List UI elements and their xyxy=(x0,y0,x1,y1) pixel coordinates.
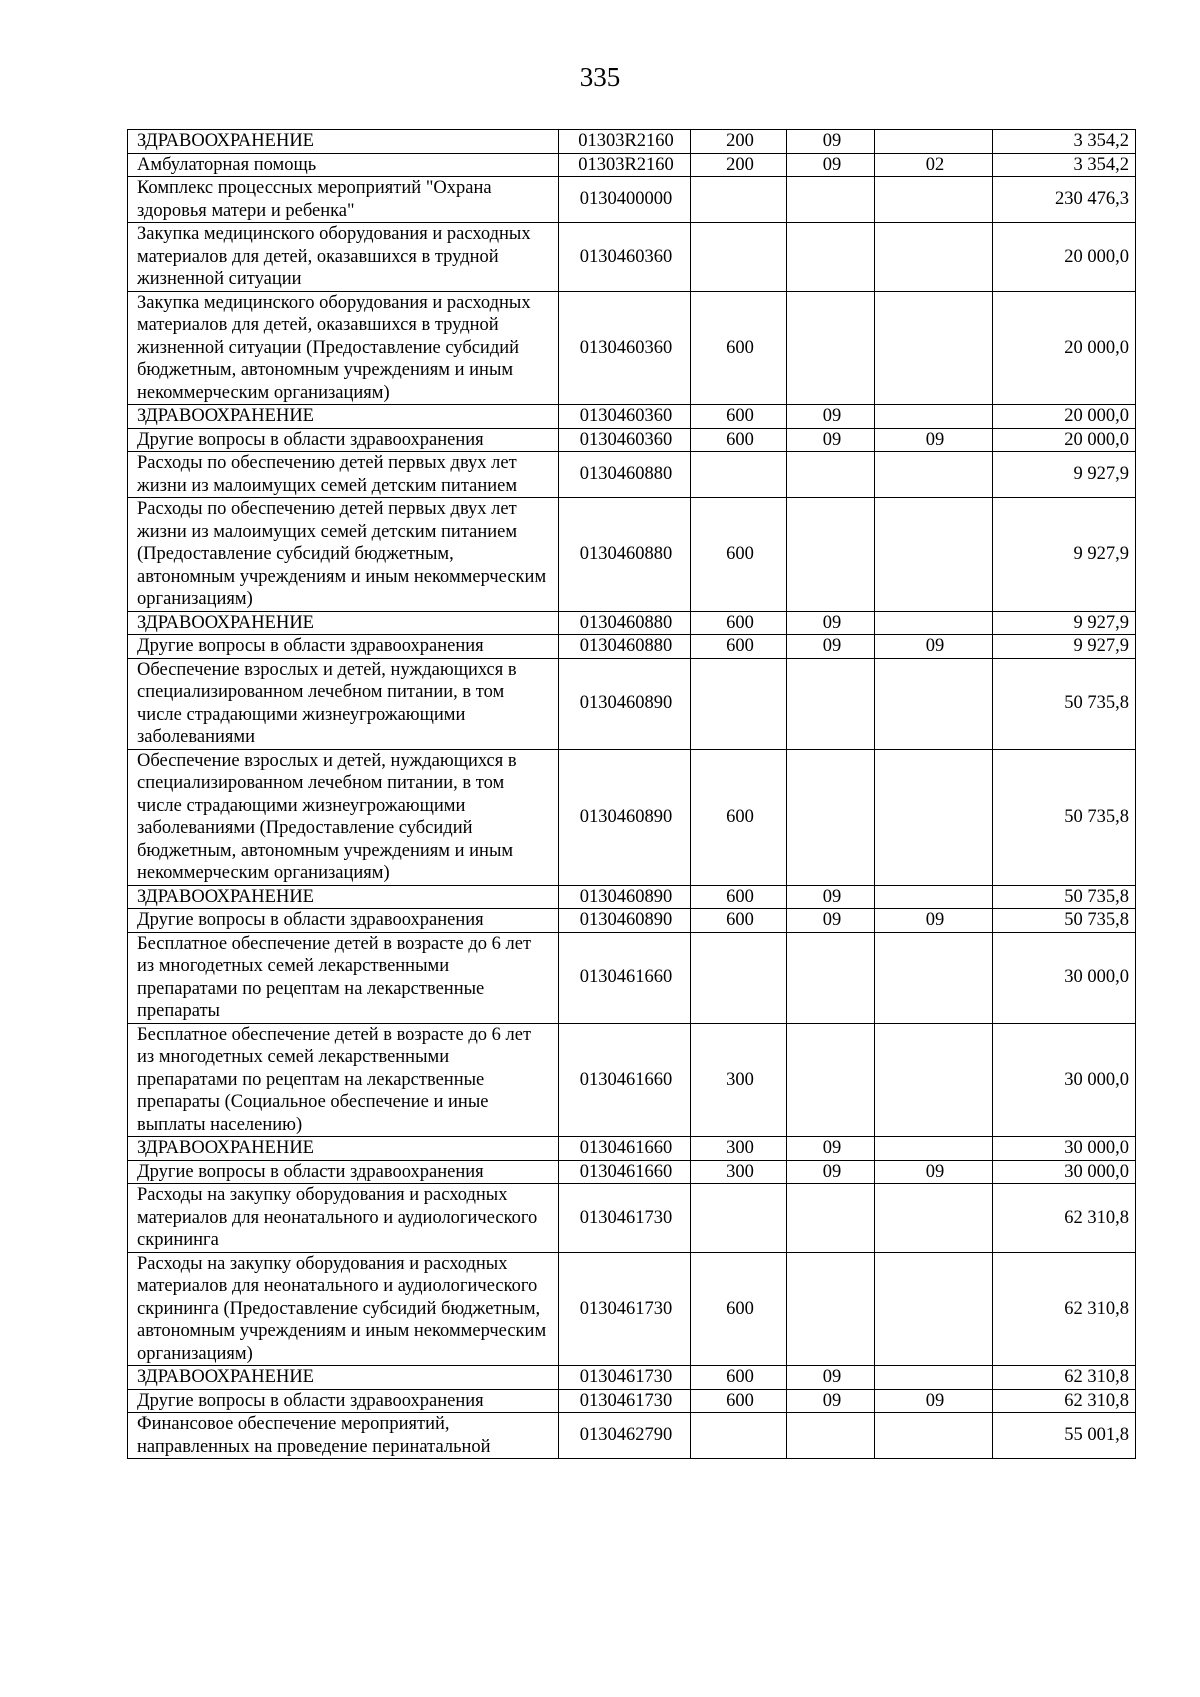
expense-type-cell: 300 xyxy=(691,1137,787,1161)
expense-type-cell xyxy=(691,177,787,223)
section-cell xyxy=(787,1252,875,1366)
amount-cell: 30 000,0 xyxy=(993,1023,1136,1137)
amount-cell: 230 476,3 xyxy=(993,177,1136,223)
target-code-cell: 0130460880 xyxy=(559,452,691,498)
expense-type-cell: 600 xyxy=(691,405,787,429)
table-row xyxy=(128,1137,1136,1161)
expense-type-cell xyxy=(691,1413,787,1459)
page-number: 335 xyxy=(579,62,621,92)
item-name-cell: Закупка медицинского оборудования и расходных материалов для детей, оказавшихся в трудной жизненной ситуации (Предоставление субсидий бюджетным, автономным учреждениям и иным некоммерческим организациям) xyxy=(128,291,559,405)
subsection-cell xyxy=(875,498,993,612)
table-row xyxy=(128,1413,1136,1459)
table-row xyxy=(128,428,1136,452)
section-cell: 09 xyxy=(787,1366,875,1390)
target-code-cell: 0130462790 xyxy=(559,1413,691,1459)
target-code-cell: 0130461660 xyxy=(559,1137,691,1161)
table-row xyxy=(128,1184,1136,1253)
amount-cell: 62 310,8 xyxy=(993,1389,1136,1413)
target-code-cell: 0130460890 xyxy=(559,749,691,885)
item-name-cell: Расходы на закупку оборудования и расходных материалов для неонатального и аудиологического скрининга (Предоставление субсидий бюджетным, автономным учреждениям и иным некоммерческим организациям) xyxy=(128,1252,559,1366)
section-cell: 09 xyxy=(787,405,875,429)
item-name-cell: ЗДРАВООХРАНЕНИЕ xyxy=(128,1137,559,1161)
item-name-cell: ЗДРАВООХРАНЕНИЕ xyxy=(128,405,559,429)
target-code-cell: 0130461730 xyxy=(559,1184,691,1253)
subsection-cell xyxy=(875,885,993,909)
subsection-cell xyxy=(875,932,993,1023)
target-code-cell: 0130460880 xyxy=(559,635,691,659)
item-name-cell: Обеспечение взрослых и детей, нуждающихся в специализированном лечебном питании, в том числе страдающими жизнеугрожающими заболеваниями xyxy=(128,658,559,749)
subsection-cell xyxy=(875,1366,993,1390)
expense-type-cell: 200 xyxy=(691,130,787,154)
amount-cell: 62 310,8 xyxy=(993,1184,1136,1253)
section-cell xyxy=(787,452,875,498)
item-name-cell: Расходы по обеспечению детей первых двух лет жизни из малоимущих семей детским питанием (Предоставление субсидий бюджетным, автономным учреждениям и иным некоммерческим организациям) xyxy=(128,498,559,612)
table-row xyxy=(128,130,1136,154)
item-name-cell: Финансовое обеспечение мероприятий, направленных на проведение перинатальной xyxy=(128,1413,559,1459)
table-row xyxy=(128,498,1136,612)
subsection-cell: 09 xyxy=(875,1160,993,1184)
section-cell: 09 xyxy=(787,611,875,635)
amount-cell: 9 927,9 xyxy=(993,635,1136,659)
amount-cell: 30 000,0 xyxy=(993,1137,1136,1161)
target-code-cell: 0130460880 xyxy=(559,498,691,612)
section-cell xyxy=(787,1023,875,1137)
section-cell xyxy=(787,177,875,223)
expense-type-cell: 600 xyxy=(691,498,787,612)
item-name-cell: Закупка медицинского оборудования и расходных материалов для детей, оказавшихся в трудной жизненной ситуации xyxy=(128,223,559,292)
target-code-cell: 0130460360 xyxy=(559,405,691,429)
item-name-cell: Другие вопросы в области здравоохранения xyxy=(128,1160,559,1184)
section-cell xyxy=(787,658,875,749)
expense-type-cell: 600 xyxy=(691,909,787,933)
target-code-cell: 0130400000 xyxy=(559,177,691,223)
target-code-cell: 0130461660 xyxy=(559,1160,691,1184)
item-name-cell: ЗДРАВООХРАНЕНИЕ xyxy=(128,885,559,909)
section-cell xyxy=(787,291,875,405)
table-row xyxy=(128,909,1136,933)
section-cell: 09 xyxy=(787,130,875,154)
section-cell xyxy=(787,932,875,1023)
table-row xyxy=(128,932,1136,1023)
item-name-cell: Комплекс процессных мероприятий "Охрана здоровья матери и ребенка" xyxy=(128,177,559,223)
amount-cell: 50 735,8 xyxy=(993,749,1136,885)
amount-cell: 55 001,8 xyxy=(993,1413,1136,1459)
table-row xyxy=(128,749,1136,885)
table-row xyxy=(128,1023,1136,1137)
amount-cell: 9 927,9 xyxy=(993,452,1136,498)
table-row xyxy=(128,885,1136,909)
item-name-cell: Другие вопросы в области здравоохранения xyxy=(128,428,559,452)
table-row xyxy=(128,291,1136,405)
target-code-cell: 0130461730 xyxy=(559,1252,691,1366)
table-row xyxy=(128,1389,1136,1413)
expense-type-cell: 600 xyxy=(691,1366,787,1390)
expense-type-cell: 600 xyxy=(691,885,787,909)
target-code-cell: 0130460890 xyxy=(559,885,691,909)
section-cell xyxy=(787,1413,875,1459)
table-row xyxy=(128,405,1136,429)
subsection-cell xyxy=(875,223,993,292)
expense-type-cell: 600 xyxy=(691,611,787,635)
expense-type-cell xyxy=(691,1184,787,1253)
item-name-cell: ЗДРАВООХРАНЕНИЕ xyxy=(128,130,559,154)
section-cell: 09 xyxy=(787,885,875,909)
section-cell xyxy=(787,749,875,885)
section-cell xyxy=(787,1184,875,1253)
item-name-cell: Амбулаторная помощь xyxy=(128,153,559,177)
subsection-cell xyxy=(875,452,993,498)
item-name-cell: Другие вопросы в области здравоохранения xyxy=(128,909,559,933)
subsection-cell xyxy=(875,1413,993,1459)
section-cell: 09 xyxy=(787,635,875,659)
section-cell: 09 xyxy=(787,1389,875,1413)
amount-cell: 30 000,0 xyxy=(993,1160,1136,1184)
target-code-cell: 0130461660 xyxy=(559,1023,691,1137)
table-row xyxy=(128,177,1136,223)
expense-type-cell: 600 xyxy=(691,1389,787,1413)
amount-cell: 62 310,8 xyxy=(993,1366,1136,1390)
target-code-cell: 0130460890 xyxy=(559,909,691,933)
item-name-cell: ЗДРАВООХРАНЕНИЕ xyxy=(128,611,559,635)
item-name-cell: Бесплатное обеспечение детей в возрасте до 6 лет из многодетных семей лекарственными препаратами по рецептам на лекарственные препараты (Социальное обеспечение и иные выплаты населению) xyxy=(128,1023,559,1137)
subsection-cell xyxy=(875,611,993,635)
table-row xyxy=(128,1160,1136,1184)
target-code-cell: 0130460890 xyxy=(559,658,691,749)
budget-table xyxy=(127,129,1136,1459)
expense-type-cell: 600 xyxy=(691,635,787,659)
expense-type-cell: 200 xyxy=(691,153,787,177)
subsection-cell xyxy=(875,1137,993,1161)
subsection-cell xyxy=(875,177,993,223)
subsection-cell: 09 xyxy=(875,909,993,933)
amount-cell: 3 354,2 xyxy=(993,130,1136,154)
expense-type-cell: 600 xyxy=(691,291,787,405)
table-row xyxy=(128,1366,1136,1390)
expense-type-cell xyxy=(691,932,787,1023)
target-code-cell: 0130461730 xyxy=(559,1389,691,1413)
table-row xyxy=(128,635,1136,659)
target-code-cell: 0130461660 xyxy=(559,932,691,1023)
expense-type-cell: 600 xyxy=(691,749,787,885)
subsection-cell: 02 xyxy=(875,153,993,177)
section-cell xyxy=(787,498,875,612)
item-name-cell: Расходы на закупку оборудования и расходных материалов для неонатального и аудиологического скрининга xyxy=(128,1184,559,1253)
item-name-cell: Бесплатное обеспечение детей в возрасте до 6 лет из многодетных семей лекарственными препаратами по рецептам на лекарственные препараты xyxy=(128,932,559,1023)
target-code-cell: 01303R2160 xyxy=(559,130,691,154)
subsection-cell xyxy=(875,1184,993,1253)
subsection-cell xyxy=(875,291,993,405)
item-name-cell: Другие вопросы в области здравоохранения xyxy=(128,635,559,659)
amount-cell: 20 000,0 xyxy=(993,291,1136,405)
table-row xyxy=(128,452,1136,498)
budget-table-body xyxy=(128,130,1136,1459)
section-cell: 09 xyxy=(787,1137,875,1161)
amount-cell: 30 000,0 xyxy=(993,932,1136,1023)
amount-cell: 50 735,8 xyxy=(993,885,1136,909)
item-name-cell: Расходы по обеспечению детей первых двух лет жизни из малоимущих семей детским питанием xyxy=(128,452,559,498)
amount-cell: 9 927,9 xyxy=(993,498,1136,612)
expense-type-cell xyxy=(691,658,787,749)
subsection-cell xyxy=(875,1023,993,1137)
subsection-cell: 09 xyxy=(875,428,993,452)
subsection-cell xyxy=(875,658,993,749)
table-row xyxy=(128,153,1136,177)
subsection-cell: 09 xyxy=(875,635,993,659)
target-code-cell: 0130460360 xyxy=(559,223,691,292)
section-cell: 09 xyxy=(787,428,875,452)
amount-cell: 62 310,8 xyxy=(993,1252,1136,1366)
target-code-cell: 0130460880 xyxy=(559,611,691,635)
amount-cell: 20 000,0 xyxy=(993,223,1136,292)
expense-type-cell xyxy=(691,452,787,498)
target-code-cell: 0130460360 xyxy=(559,428,691,452)
subsection-cell xyxy=(875,130,993,154)
amount-cell: 20 000,0 xyxy=(993,405,1136,429)
table-row xyxy=(128,658,1136,749)
section-cell xyxy=(787,223,875,292)
table-row xyxy=(128,611,1136,635)
amount-cell: 50 735,8 xyxy=(993,909,1136,933)
subsection-cell xyxy=(875,1252,993,1366)
expense-type-cell: 300 xyxy=(691,1023,787,1137)
expense-type-cell xyxy=(691,223,787,292)
target-code-cell: 0130460360 xyxy=(559,291,691,405)
amount-cell: 50 735,8 xyxy=(993,658,1136,749)
expense-type-cell: 600 xyxy=(691,428,787,452)
expense-type-cell: 600 xyxy=(691,1252,787,1366)
target-code-cell: 01303R2160 xyxy=(559,153,691,177)
subsection-cell xyxy=(875,749,993,885)
section-cell: 09 xyxy=(787,1160,875,1184)
subsection-cell xyxy=(875,405,993,429)
expense-type-cell: 300 xyxy=(691,1160,787,1184)
target-code-cell: 0130461730 xyxy=(559,1366,691,1390)
amount-cell: 9 927,9 xyxy=(993,611,1136,635)
item-name-cell: Другие вопросы в области здравоохранения xyxy=(128,1389,559,1413)
amount-cell: 3 354,2 xyxy=(993,153,1136,177)
table-row xyxy=(128,1252,1136,1366)
subsection-cell: 09 xyxy=(875,1389,993,1413)
table-row xyxy=(128,223,1136,292)
section-cell: 09 xyxy=(787,909,875,933)
amount-cell: 20 000,0 xyxy=(993,428,1136,452)
item-name-cell: ЗДРАВООХРАНЕНИЕ xyxy=(128,1366,559,1390)
item-name-cell: Обеспечение взрослых и детей, нуждающихся в специализированном лечебном питании, в том числе страдающими жизнеугрожающими заболеваниями (Предоставление субсидий бюджетным, автономным учреждениям и иным некоммерческим организациям) xyxy=(128,749,559,885)
section-cell: 09 xyxy=(787,153,875,177)
